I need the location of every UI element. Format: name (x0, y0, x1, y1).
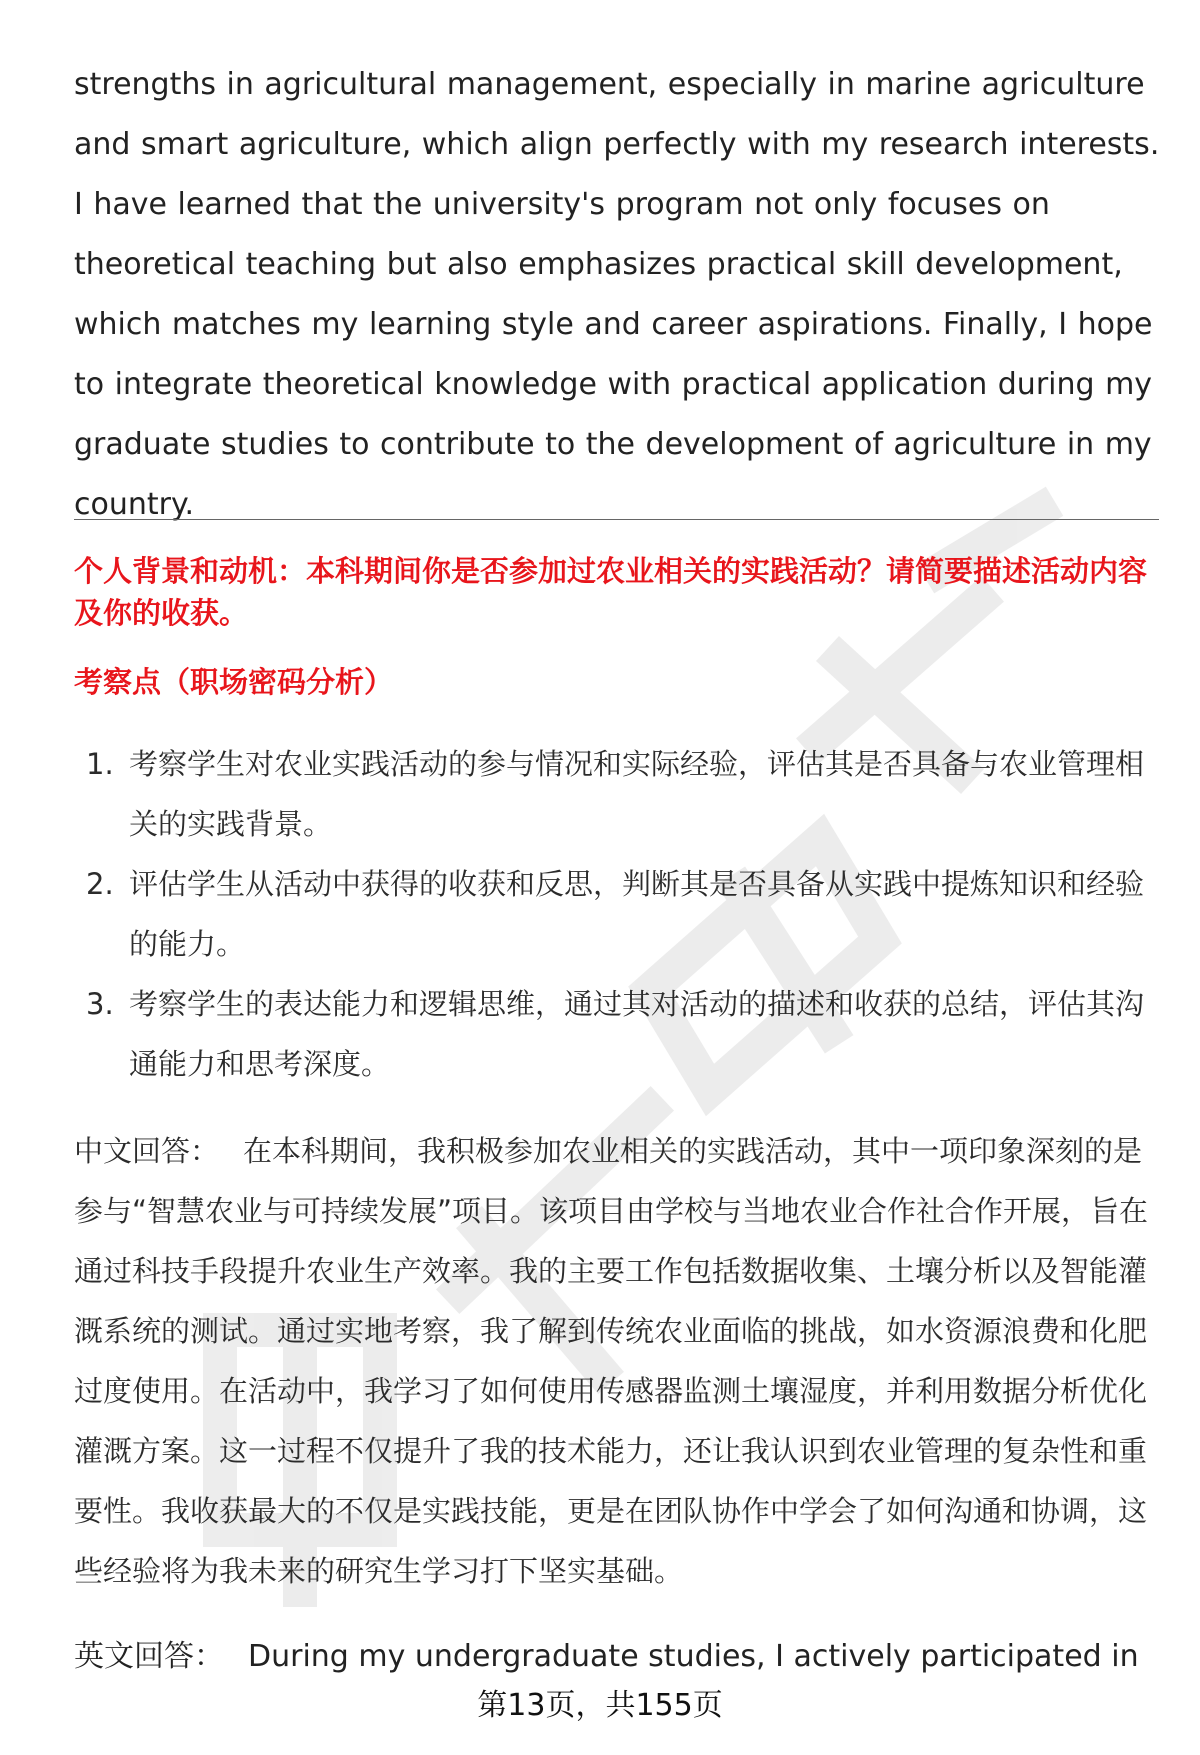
page-content (74, 55, 1164, 535)
list-item (74, 854, 1164, 974)
assessment-points-list (74, 734, 1164, 1094)
chinese-answer (74, 1121, 1164, 1601)
chinese-answer-text: 在本科期间，我积极参加农业相关的实践活动，其中一项印象深刻的是参与“智慧农业与可持续发展”项目。该项目由学校与当地农业合作社合作开展，旨在通过科技手段提升农业生产效率。我的主要工作包括数据收集、土壤分析以及智能灌溉系统的测试。通过实地考察，我了解到传统农业面临的挑战，如水资源浪费和化肥过度使用。在活动中，我学习了如何使用传感器监测土壤湿度，并利用数据分析优化灌溉方案。这一过程不仅提升了我的技术能力，还让我认识到农业管理的复杂性和重要性。我收获最大的不仅是实践技能，更是在团队协作中学会了如何沟通和协调，这些经验将为我未来的研究生学习打下坚实基础。 (74, 1134, 1149, 1588)
section-divider (74, 519, 1159, 520)
continuation-paragraph: strengths in agricultural management, especially in marine agriculture and smart agriculture, which align perfectly with my research interests. I have learned that the university's program not only focuses on theoretical teaching but also emphasizes practical skill development, which matches my learning style and career aspirations. Finally, I hope to integrate theoretical knowledge with practical application during my graduate studies to contribute to the development of agriculture in my country. (74, 67, 1160, 522)
english-answer (74, 1627, 1164, 1687)
page-number-footer: 第13页，共155页 (477, 1688, 723, 1723)
list-item-text: 评估学生从活动中获得的收获和反思，判断其是否具备从实践中提炼知识和经验的能力。 (129, 867, 1145, 961)
list-item-number: 3. (86, 987, 114, 1021)
list-item (74, 974, 1164, 1094)
list-item-number: 1. (86, 747, 114, 781)
list-item-number: 2. (86, 867, 114, 901)
assessment-points-title: 考察点（职场密码分析） (74, 665, 394, 699)
list-item-text: 考察学生的表达能力和逻辑思维，通过其对活动的描述和收获的总结，评估其沟通能力和思考深度。 (129, 987, 1145, 1081)
english-answer-text: During my undergraduate studies, I actively participated in (248, 1639, 1139, 1674)
question-heading: 个人背景和动机：本科期间你是否参加过农业相关的实践活动？请简要描述活动内容及你的收获。 (74, 554, 1148, 630)
list-item (74, 734, 1164, 854)
list-item-text: 考察学生对农业实践活动的参与情况和实际经验，评估其是否具备与农业管理相关的实践背景。 (129, 747, 1145, 841)
chinese-answer-label: 中文回答： (74, 1134, 220, 1168)
english-answer-label: 英文回答： (74, 1639, 224, 1674)
